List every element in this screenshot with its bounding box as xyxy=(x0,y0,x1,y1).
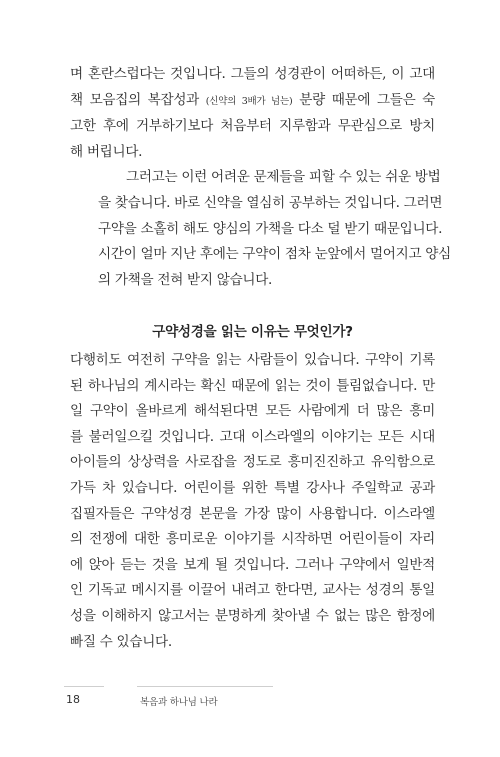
text-line: 을 찾습니다. 바로 신약을 열심히 공부하는 것입니다. 그러면 xyxy=(98,194,443,211)
paragraph xyxy=(70,62,435,165)
text-line: 해 버립니다. xyxy=(70,143,143,160)
text-line: 고한 후에 거부하기보다 처음부터 지루함과 무관심으로 방치 xyxy=(70,118,435,135)
body-text xyxy=(70,62,451,293)
text-line: 빠질 수 있습니다. xyxy=(70,633,172,650)
text-line: 에 앉아 듣는 것을 보게 될 것입니다. 그러나 구약에서 일반적 xyxy=(70,556,435,573)
text-line: 된 하나님의 계시라는 확신 때문에 읽는 것이 틀림없습니다. 만 xyxy=(70,377,435,394)
paragraph xyxy=(70,165,451,293)
text-line: 집필자들은 구약성경 본문을 가장 많이 사용합니다. 이스라엘 xyxy=(70,505,435,522)
text-line: 구약을 소홀히 해도 양심의 가책을 다소 덜 받기 때문입니다. xyxy=(98,220,443,237)
text-line: 아이들의 상상력을 사로잡을 정도로 흥미진진하고 유익함으로 xyxy=(70,454,435,471)
text-line xyxy=(70,88,435,115)
running-title: 복음과 하나님 나라 xyxy=(140,697,218,708)
footer-rule xyxy=(137,686,273,687)
text-line: 인 기독교 메시지를 이끌어 내려고 한다면, 교사는 성경의 통일 xyxy=(70,582,435,599)
text-segment: 분량 때문에 그들은 숙 xyxy=(292,91,436,108)
footer-rule xyxy=(64,686,104,687)
parenthetical-note: (신약의 3배가 넘는) xyxy=(205,95,293,107)
paragraph xyxy=(70,348,435,655)
text-line: 며 혼란스럽다는 것입니다. 그들의 성경관이 어떠하든, 이 고대 xyxy=(70,66,435,82)
text-line: 의 전쟁에 대한 흥미로운 이야기를 시작하면 어린이들이 자리 xyxy=(70,531,435,548)
text-line: 다행히도 여전히 구약을 읽는 사람들이 있습니다. 구약이 기록 xyxy=(70,352,435,368)
section-body xyxy=(70,348,435,655)
text-segment: 책 모음집의 복잡성과 xyxy=(70,91,206,108)
text-line: 를 불러일으킬 것입니다. 고대 이스라엘의 이야기는 모든 시대 xyxy=(70,428,435,445)
text-line: 가득 차 있습니다. 어린이를 위한 특별 강사나 주일학교 공과 xyxy=(70,479,435,496)
page-number: 18 xyxy=(66,693,80,706)
text-line: 그러고는 이런 어려운 문제들을 피할 수 있는 쉬운 방법 xyxy=(126,169,441,186)
section-heading: 구약성경을 읽는 이유는 무엇인가? xyxy=(152,324,353,340)
text-line: 성을 이해하지 않고서는 분명하게 찾아낼 수 없는 많은 함정에 xyxy=(70,607,435,624)
text-line: 일 구약이 올바르게 해석된다면 모든 사람에게 더 많은 흥미 xyxy=(70,403,435,420)
text-line: 의 가책을 전혀 받지 않습니다. xyxy=(98,271,273,288)
text-line: 시간이 얼마 지난 후에는 구약이 점차 눈앞에서 멀어지고 양심 xyxy=(98,246,451,263)
